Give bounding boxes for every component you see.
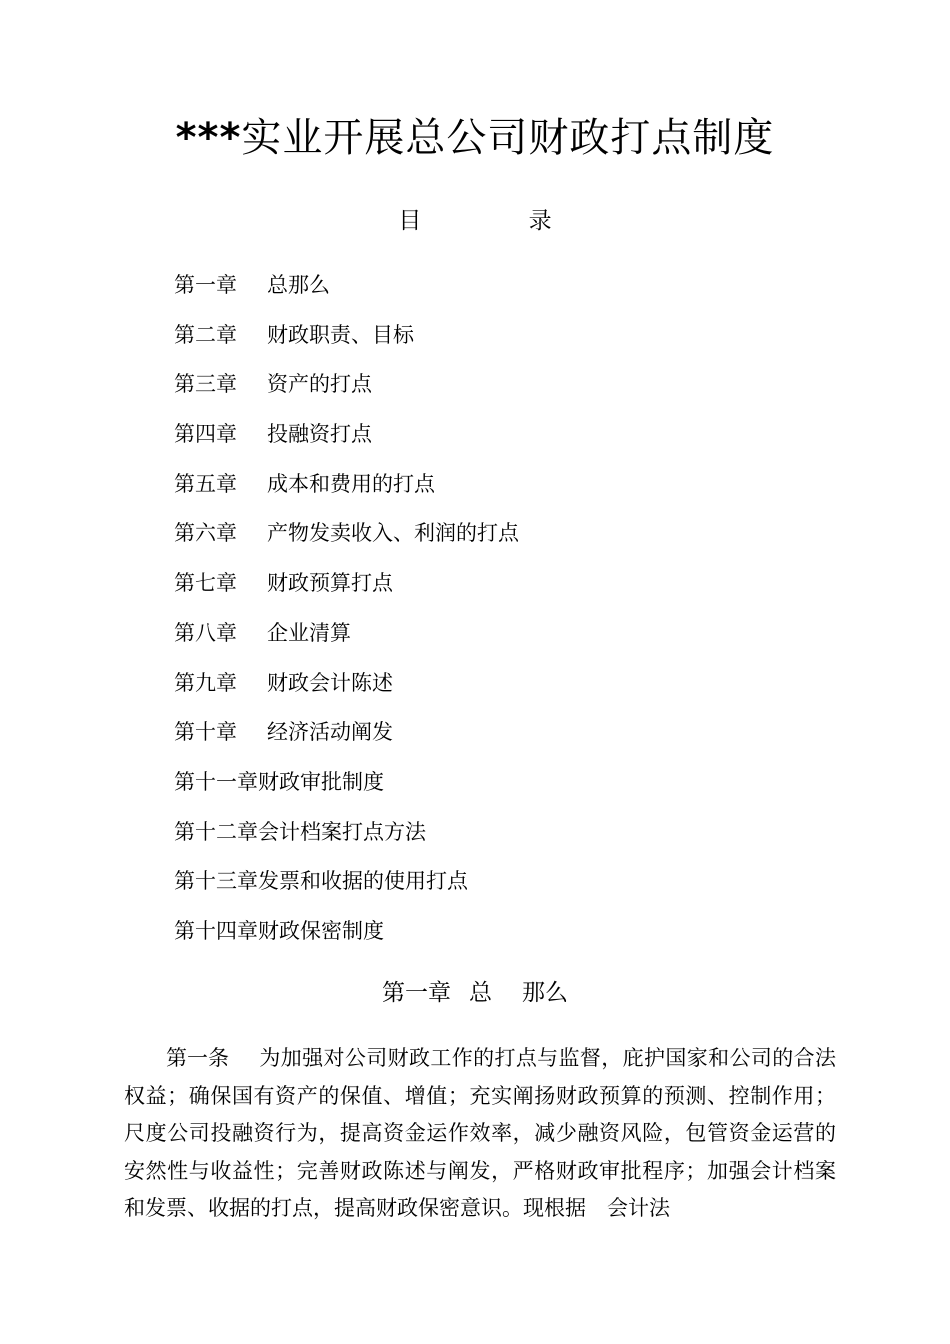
toc-item [174, 566, 519, 616]
toc-item-number: 第十二章 [174, 819, 258, 844]
toc-item-title: 成本和费用的打点 [267, 471, 435, 496]
toc-item-number: 第六章 [174, 521, 237, 546]
toc-item-title: 财政预算打点 [267, 571, 393, 596]
chapter-title-part: 那么 [522, 980, 568, 1006]
toc-item-number: 第一章 [174, 273, 237, 297]
toc-item-number: 第七章 [174, 571, 237, 596]
toc-item [174, 715, 519, 765]
toc-item [174, 765, 519, 815]
toc-item-title: 会计档案打点方法 [258, 819, 426, 844]
toc-item-number: 第十三章 [174, 869, 258, 894]
toc-item-title: 财政会计陈述 [267, 670, 393, 695]
toc-item [174, 616, 519, 666]
article-number: 第一条 [166, 1046, 229, 1070]
toc-heading-left: 目 [398, 208, 422, 234]
title-stars: *** [175, 115, 242, 161]
article-text: 为加强对公司财政工作的打点与监督，庇护国家和公司的合法权益；确保国有资产的保值、增值；充实阐扬财政预算的预测、控制作用；尺度公司投融资行为，提高资金运作效率，减少融资风险，包管资金运营的安然性与收益性；完善财政陈述与阐发，严格财政审批程序；加强会计档案和发票、收据的打点，提高财政保密意识。现根据 会计法 [124, 1046, 836, 1220]
toc-item-title: 总那么 [267, 273, 330, 297]
chapter-number: 第一章 [382, 980, 451, 1006]
toc-item [174, 467, 519, 517]
toc-item-title: 财政职责、目标 [267, 322, 414, 347]
toc-item [174, 268, 519, 318]
toc-item-title: 企业清算 [267, 620, 351, 645]
toc-item [174, 815, 519, 865]
toc-item-number: 第十章 [174, 720, 237, 745]
toc-item [174, 417, 519, 467]
toc-item-number: 第十四章 [174, 918, 258, 943]
chapter-title-part: 总 [469, 980, 492, 1006]
document-title [0, 110, 950, 166]
title-text: 实业开展总公司财政打点制度 [241, 115, 775, 161]
toc-item-title: 经济活动阐发 [267, 720, 393, 745]
article-paragraph [124, 1040, 836, 1228]
toc-item [174, 914, 519, 964]
toc-item-number: 第四章 [174, 422, 237, 447]
toc-item [174, 318, 519, 368]
toc-item-number: 第十一章 [174, 769, 258, 794]
chapter-heading [0, 977, 950, 1009]
toc-item-number: 第二章 [174, 322, 237, 347]
toc-item-number: 第五章 [174, 471, 237, 496]
toc-item [174, 367, 519, 417]
toc-item-title: 财政保密制度 [258, 918, 384, 943]
toc-item [174, 516, 519, 566]
toc-item-number: 第八章 [174, 620, 237, 645]
toc-heading [0, 205, 950, 237]
toc-item-title: 财政审批制度 [258, 769, 384, 794]
table-of-contents [174, 268, 519, 964]
toc-item [174, 864, 519, 914]
toc-item-title: 资产的打点 [267, 372, 372, 397]
toc-item-number: 第九章 [174, 670, 237, 695]
toc-item-title: 产物发卖收入、利润的打点 [267, 521, 519, 546]
toc-item-title: 投融资打点 [267, 422, 372, 447]
toc-item-number: 第三章 [174, 372, 237, 397]
toc-item-title: 发票和收据的使用打点 [258, 869, 468, 894]
toc-item [174, 666, 519, 716]
toc-heading-right: 录 [528, 208, 552, 234]
